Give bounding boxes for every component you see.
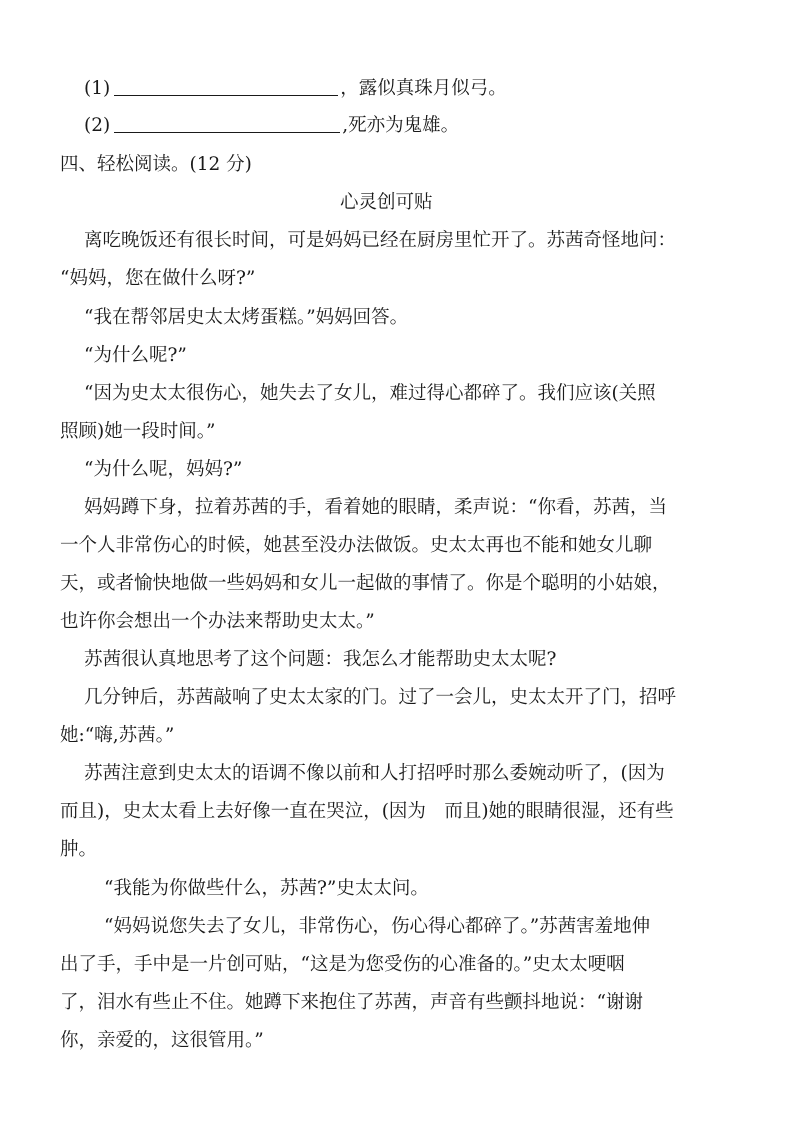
paragraph-line: 她:“嗨,苏茜。”: [60, 725, 175, 746]
fill-blank-2: [84, 113, 459, 139]
paragraph-line: 离吃晚饭还有很长时间，可是妈妈已经在厨房里忙开了。苏茜奇怪地问：: [84, 230, 677, 251]
paragraph-line: “我能为你做些什么，苏茜?”史太太问。: [104, 878, 429, 899]
paragraph-line: 也许你会想出一个办法来帮助史太太。”: [60, 611, 375, 632]
fill-blank-text: ,死亦为鬼雄。: [342, 115, 460, 136]
paragraph-line: “妈妈说您失去了女儿，非常伤心，伤心得心都碎了。”苏茜害羞地伸: [104, 916, 651, 937]
paragraph-line: 你，亲爱的，这很管用。”: [60, 1030, 264, 1051]
fill-blank-number: (1): [84, 78, 111, 99]
paragraph-line: “为什么呢，妈妈?”: [84, 459, 243, 480]
section-heading: 四、轻松阅读。(12 分): [60, 154, 252, 175]
answer-blank[interactable]: [114, 77, 338, 96]
answer-blank[interactable]: [114, 114, 340, 133]
fill-blank-text: ，露似真珠月似弓。: [340, 78, 507, 99]
fill-blank-1: [84, 76, 507, 102]
paragraph-line: 而且)，史太太看上去好像一直在哭泣，(因为 而且)她的眼睛很湿，还有些: [60, 801, 674, 822]
paragraph-line: “为什么呢?”: [84, 345, 187, 366]
paragraph-line: 照顾)她一段时间。”: [60, 421, 216, 442]
paragraph-line: “因为史太太很伤心，她失去了女儿，难过得心都碎了。我们应该(关照: [84, 383, 656, 404]
paragraph-line: 天，或者愉快地做一些妈妈和女儿一起做的事情了。你是个聪明的小姑娘，: [60, 573, 671, 594]
paragraph-line: 几分钟后，苏茜敲响了史太太家的门。过了一会儿，史太太开了门，招呼: [84, 687, 677, 708]
paragraph-line: 苏茜很认真地思考了这个问题：我怎么才能帮助史太太呢?: [84, 649, 557, 670]
paragraph-line: 妈妈蹲下身，拉着苏茜的手，看着她的眼睛，柔声说：“你看，苏茜，当: [84, 497, 667, 518]
story-title: 心灵创可贴: [340, 192, 433, 213]
paragraph-line: “我在帮邻居史太太烤蛋糕。”妈妈回答。: [84, 307, 409, 328]
fill-blank-number: (2): [84, 115, 111, 136]
paragraph-line: 一个人非常伤心的时候，她甚至没办法做饭。史太太再也不能和她女儿聊: [60, 535, 653, 556]
paragraph-line: 了，泪水有些止不住。她蹲下来抱住了苏茜，声音有些颤抖地说：“谢谢: [60, 992, 643, 1013]
paragraph-line: 肿。: [60, 839, 98, 860]
paragraph-line: 苏茜注意到史太太的语调不像以前和人打招呼时那么委婉动听了，(因为: [84, 763, 665, 784]
paragraph-line: 出了手，手中是一片创可贴，“这是为您受伤的心准备的。”史太太哽咽: [60, 954, 625, 975]
paragraph-line: “妈妈，您在做什么呀?”: [60, 268, 256, 289]
